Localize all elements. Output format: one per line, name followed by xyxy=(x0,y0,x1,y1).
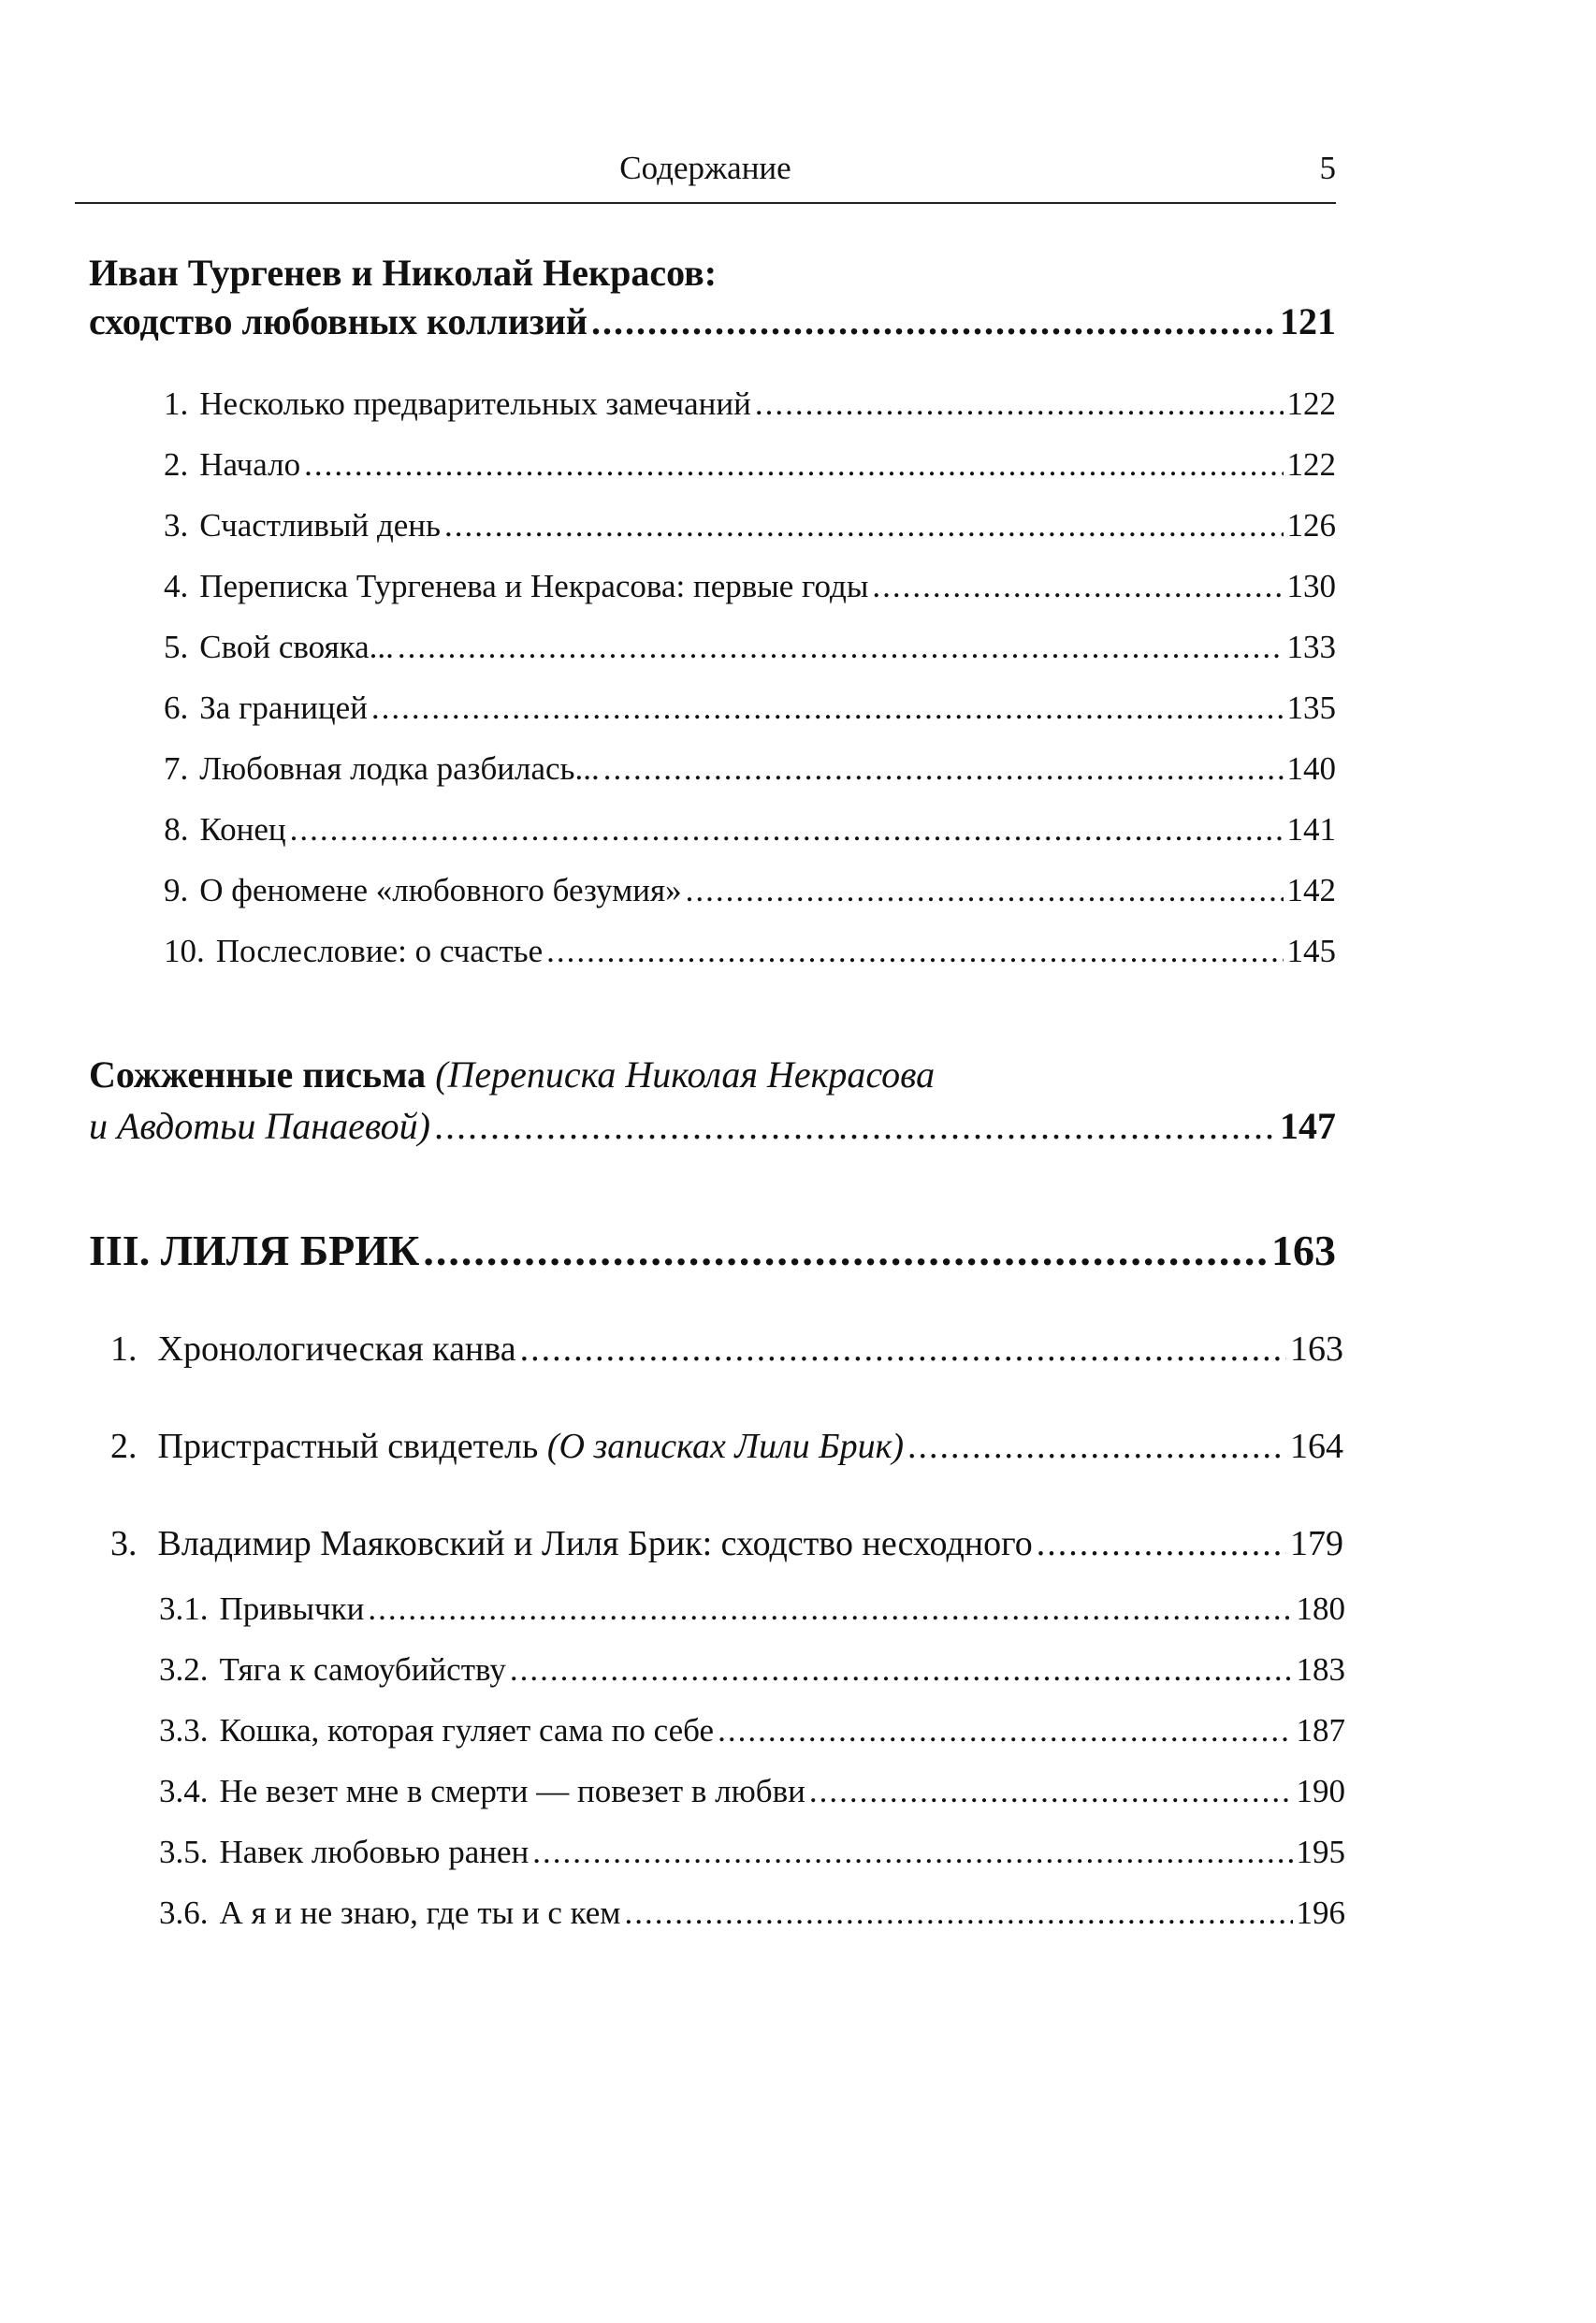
chapter-page: 164 xyxy=(1290,1427,1343,1466)
section-item xyxy=(159,1651,1345,1689)
dot-leader xyxy=(304,446,1283,484)
chapter-page: 163 xyxy=(1290,1329,1343,1369)
essay1-title-line2: сходство любовных коллизий xyxy=(89,300,588,342)
dot-leader xyxy=(398,629,1284,666)
dot-leader xyxy=(686,872,1284,909)
chapter-number: 3. xyxy=(110,1524,138,1563)
toc-item-page: 141 xyxy=(1286,811,1336,848)
chapter-label xyxy=(158,1523,1033,1564)
toc-item-label: Переписка Тургенева и Некрасова: первые годы xyxy=(199,568,869,604)
toc-item-number: 6. xyxy=(164,690,189,726)
chapter-page: 179 xyxy=(1290,1524,1343,1563)
toc-item-page: 135 xyxy=(1286,690,1336,726)
section-number: 3.4. xyxy=(159,1773,209,1809)
part3-heading xyxy=(89,1226,1336,1275)
section-number: 3.3. xyxy=(159,1712,209,1749)
section-page: 190 xyxy=(1296,1773,1345,1809)
dot-leader xyxy=(591,299,1276,343)
section-page: 195 xyxy=(1296,1834,1345,1870)
toc-item-page: 126 xyxy=(1286,507,1336,544)
dot-leader xyxy=(444,507,1284,544)
toc-item-number: 5. xyxy=(164,629,189,665)
dot-leader xyxy=(434,1104,1276,1148)
toc-item-number: 10. xyxy=(164,933,205,969)
dot-leader xyxy=(755,385,1284,423)
dot-leader xyxy=(510,1651,1293,1689)
section-label: Не везет мне в смерти — повезет в любви xyxy=(219,1773,805,1809)
toc-item-number: 9. xyxy=(164,872,189,908)
toc-item-page: 140 xyxy=(1286,750,1336,787)
running-header-title: Содержание xyxy=(619,150,791,186)
section-label: А я и не знаю, где ты и с кем xyxy=(219,1895,621,1931)
section-number: 3.2. xyxy=(159,1651,209,1688)
toc-item xyxy=(164,872,1336,909)
chapter-item xyxy=(110,1426,1343,1467)
toc-item-label: Послесловие: о счастье xyxy=(215,933,544,969)
essay1-title-row xyxy=(89,299,1336,343)
toc-item-page: 122 xyxy=(1286,446,1336,483)
section-number: 3.6. xyxy=(159,1895,209,1931)
dot-leader xyxy=(907,1426,1286,1467)
toc-item-label: Свой свояка... xyxy=(199,629,394,665)
toc-item-label: Несколько предварительных замечаний xyxy=(199,385,751,422)
section-item xyxy=(159,1712,1345,1750)
section-item xyxy=(159,1834,1345,1871)
chapter-label-text: Пристрастный свидетель xyxy=(157,1427,547,1466)
essay2-title-row xyxy=(89,1104,1336,1148)
dot-leader xyxy=(809,1773,1293,1810)
section-label: Привычки xyxy=(219,1590,365,1627)
dot-leader xyxy=(624,1895,1292,1932)
chapter-label-italic: (О записках Лили Брик) xyxy=(546,1427,905,1466)
section-page: 196 xyxy=(1296,1895,1345,1931)
dot-leader xyxy=(520,1328,1286,1370)
dot-leader xyxy=(1037,1523,1286,1564)
chapter-label xyxy=(158,1328,516,1370)
section-item xyxy=(159,1895,1345,1932)
toc-item xyxy=(164,629,1336,666)
essay2-title-line1 xyxy=(89,1053,935,1096)
toc-item-page: 145 xyxy=(1286,933,1336,969)
toc-item xyxy=(164,933,1336,970)
running-header-page-number: 5 xyxy=(1319,150,1336,186)
dot-leader xyxy=(603,750,1284,788)
section-page: 183 xyxy=(1296,1651,1345,1688)
toc-item-number: 4. xyxy=(164,568,189,604)
part3-title: III. ЛИЛЯ БРИК xyxy=(89,1227,420,1274)
toc-item-label: За границей xyxy=(199,690,368,726)
essay1-page: 121 xyxy=(1280,300,1336,342)
toc-item-label: Конец xyxy=(199,811,286,848)
chapter-number: 2. xyxy=(110,1427,138,1466)
toc-item-number: 8. xyxy=(164,811,189,848)
chapter-item xyxy=(110,1523,1343,1564)
toc-item-number: 3. xyxy=(164,507,189,544)
section-label: Навек любовью ранен xyxy=(219,1834,530,1870)
toc-item-label: Счастливый день xyxy=(199,507,441,544)
essay2-title: Сожженные письма xyxy=(89,1053,427,1096)
toc-item xyxy=(164,385,1336,423)
section-item xyxy=(159,1773,1345,1810)
essay1-title-line1: Иван Тургенев и Николай Некрасов: xyxy=(89,252,718,294)
toc-item-number: 2. xyxy=(164,446,189,483)
toc-item-page: 122 xyxy=(1286,385,1336,422)
chapter-number: 1. xyxy=(110,1329,138,1369)
dot-leader xyxy=(290,811,1284,849)
toc-item xyxy=(164,507,1336,544)
toc-item xyxy=(164,568,1336,605)
dot-leader xyxy=(371,690,1284,727)
dot-leader xyxy=(872,568,1283,605)
section-number: 3.1. xyxy=(159,1590,209,1627)
toc-item-label: Начало xyxy=(199,446,301,483)
toc-item-page: 142 xyxy=(1286,872,1336,908)
toc-item xyxy=(164,690,1336,727)
toc-item-label: Любовная лодка разбилась... xyxy=(199,750,600,787)
section-item xyxy=(159,1590,1345,1628)
dot-leader xyxy=(718,1712,1292,1750)
toc-item xyxy=(164,811,1336,849)
section-page: 187 xyxy=(1296,1712,1345,1749)
dot-leader xyxy=(368,1590,1292,1628)
chapter-label-text: Владимир Маяковский и Лиля Брик: сходство несходного xyxy=(157,1524,1033,1563)
header-rule xyxy=(75,202,1336,204)
toc-item-page: 130 xyxy=(1286,568,1336,604)
toc-item-label: О феномене «любовного безумия» xyxy=(199,872,682,908)
chapter-label xyxy=(158,1426,905,1467)
toc-item xyxy=(164,446,1336,484)
section-number: 3.5. xyxy=(159,1834,209,1870)
section-label: Кошка, которая гуляет сама по себе xyxy=(219,1712,715,1749)
toc-item-page: 133 xyxy=(1286,629,1336,665)
dot-leader xyxy=(546,933,1283,970)
essay2-page: 147 xyxy=(1280,1105,1336,1147)
dot-leader xyxy=(532,1834,1292,1871)
part3-page: 163 xyxy=(1271,1227,1336,1274)
toc-item-number: 7. xyxy=(164,750,189,787)
running-header xyxy=(75,150,1336,196)
toc-item xyxy=(164,750,1336,788)
chapter-label-text: Хронологическая канва xyxy=(157,1329,516,1369)
section-page: 180 xyxy=(1296,1590,1345,1627)
toc-item-number: 1. xyxy=(164,385,189,422)
dot-leader xyxy=(423,1226,1268,1275)
section-label: Тяга к самоубийству xyxy=(219,1651,506,1688)
chapter-item xyxy=(110,1328,1343,1370)
essay2-subtitle-line2: и Авдотьи Панаевой) xyxy=(89,1105,430,1147)
essay2-subtitle-line1: (Переписка Николая Некрасова xyxy=(435,1053,936,1096)
